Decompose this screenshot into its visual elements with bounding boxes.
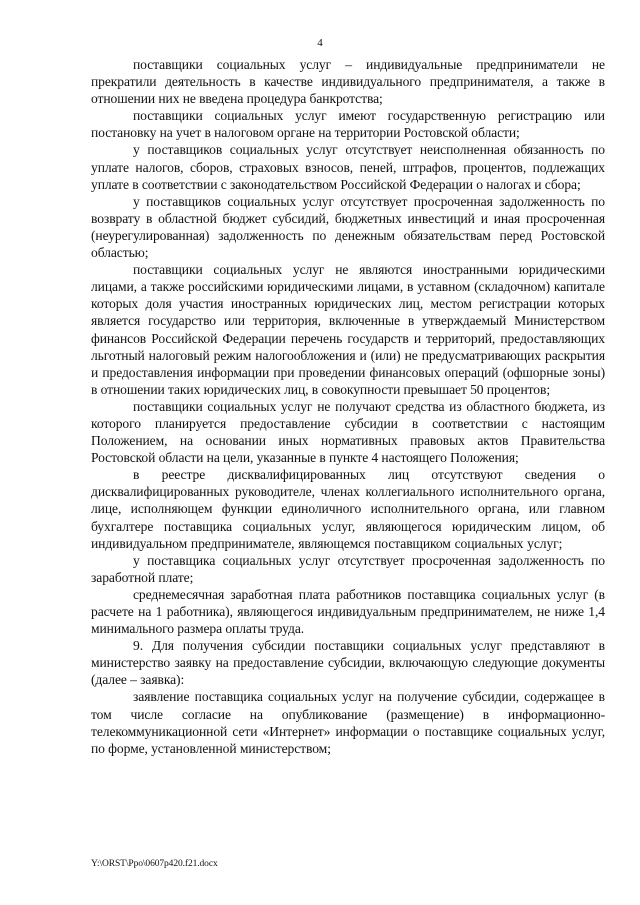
paragraph-not-foreign-entity: поставщики социальных услуг не являются иностранными юридическими лицами, а также российскими юридическими лицами, в уставном (складочном) капитале которых доля участия иностранных юридических лиц, местом регистрации которых является государство или территория, включенные в утверждаемый Министерством финансов Российской Федерации перечень государств и территорий, предоставляющих льготный налоговый режим налогообложения и (или) не предусматривающих раскрытия и предоставления информации при проведении финансовых операций (офшорные зоны) в отношении таких юридических лиц, в совокупности превышает 50 процентов; xyxy=(91,262,605,397)
document-body xyxy=(91,56,605,757)
paragraph-state-registration: поставщики социальных услуг имеют государственную регистрацию или постановку на учет в налоговом органе на территории Ростовской области; xyxy=(91,108,605,141)
footer-file-path: Y:\ORST\Ppo\0607p420.f21.docx xyxy=(91,859,218,869)
paragraph-no-overdue-budget-debt: у поставщиков социальных услуг отсутствует просроченная задолженность по возврату в областной бюджет субсидий, бюджетных инвестиций и иная просроченная (неурегулированная) задолженность по денежным обязательствам перед Ростовской областью; xyxy=(91,193,605,261)
paragraph-application-item-9: 9. Для получения субсидии поставщики социальных услуг представляют в министерство заявку на предоставление субсидии, включающую следующие документы (далее – заявка): xyxy=(91,638,605,688)
paragraph-no-other-budget-funds: поставщики социальных услуг не получают средства из областного бюджета, из которого планируется предоставление субсидии в соответствии с настоящим Положением, на основании иных нормативных правовых актов Правительства Ростовской области на цели, указанные в пункте 4 настоящего Положения; xyxy=(91,398,605,466)
paragraph-disqualified-registry: в реестре дисквалифицированных лиц отсутствуют сведения о дисквалифицированных руководителе, членах коллегиального исполнительного органа, лице, исполняющем функции единоличного исполнительного органа, или главном бухгалтере поставщика социальных услуг, являющегося юридическим лицом, об индивидуальном предпринимателе, являющемся поставщиком социальных услуг; xyxy=(91,467,605,551)
paragraph-no-wage-arrears: у поставщика социальных услуг отсутствует просроченная задолженность по заработной плате; xyxy=(91,552,605,585)
paragraph-application-statement: заявление поставщика социальных услуг на получение субсидии, содержащее в том числе согласие на опубликование (размещение) в информационно-телекоммуникационной сети «Интернет» информации о поставщике социальных услуг, по форме, установленной министерством; xyxy=(91,689,605,756)
paragraph-no-tax-debt: у поставщиков социальных услуг отсутствует неисполненная обязанность по уплате налогов, сборов, страховых взносов, пеней, штрафов, процентов, подлежащих уплате в соответствии с законодательством Российской Федерации о налогах и сбора; xyxy=(91,142,605,192)
paragraph-ip-not-ceased: поставщики социальных услуг – индивидуальные предприниматели не прекратили деятельность в качестве индивидуального предпринимателя, а также в отношении них не введена процедура банкротства; xyxy=(91,57,605,107)
paragraph-average-salary: среднемесячная заработная плата работников поставщика социальных услуг (в расчете на 1 работника), являющегося индивидуальным предпринимателем, не ниже 1,4 минимального размера оплаты труда. xyxy=(91,586,605,637)
page-number: 4 xyxy=(317,37,323,49)
